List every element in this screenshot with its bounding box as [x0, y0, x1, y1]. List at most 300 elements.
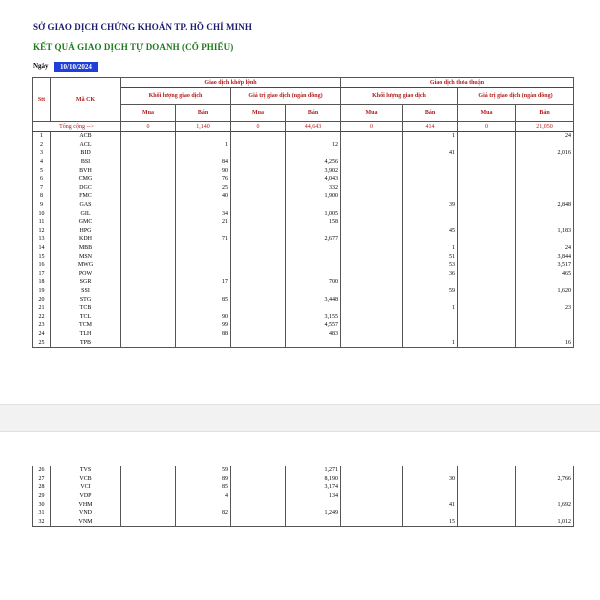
header-khoi-luong-kl: Khối lượng giao dịch [121, 88, 231, 105]
report-table-page-1 [32, 77, 573, 348]
table-row [33, 158, 574, 167]
row-ticker: TCB [51, 304, 121, 313]
table-row [33, 475, 574, 484]
row-stt: 21 [33, 304, 51, 313]
header-ban: Bán [176, 105, 231, 122]
row-value: 21 [176, 218, 231, 227]
row-value [403, 321, 458, 330]
table-row [33, 252, 574, 261]
row-value [176, 227, 231, 236]
row-value [403, 466, 458, 475]
row-value: 45 [403, 227, 458, 236]
row-value [121, 278, 176, 287]
row-value: 3,902 [286, 166, 341, 175]
row-value [458, 218, 516, 227]
row-value [458, 252, 516, 261]
row-value [231, 158, 286, 167]
row-value [458, 295, 516, 304]
row-value [286, 201, 341, 210]
row-value [121, 509, 176, 518]
row-value [231, 209, 286, 218]
table-row [33, 227, 574, 236]
row-value [341, 338, 403, 347]
row-ticker: VND [51, 509, 121, 518]
row-value [516, 295, 574, 304]
row-value [121, 287, 176, 296]
row-value: 1,271 [286, 466, 341, 475]
row-value [121, 132, 176, 141]
row-value: 2,677 [286, 235, 341, 244]
row-value [231, 304, 286, 313]
row-value [341, 304, 403, 313]
row-value [516, 321, 574, 330]
row-value: 59 [176, 466, 231, 475]
row-value [286, 149, 341, 158]
row-value [341, 261, 403, 270]
row-value [121, 184, 176, 193]
row-ticker: TVS [51, 466, 121, 475]
date-label: Ngày [33, 62, 49, 70]
row-value [341, 209, 403, 218]
row-value [516, 312, 574, 321]
row-value [176, 201, 231, 210]
row-ticker: TCL [51, 312, 121, 321]
row-value [341, 235, 403, 244]
row-stt: 14 [33, 244, 51, 253]
row-value [121, 500, 176, 509]
row-value [121, 192, 176, 201]
row-value: 89 [176, 475, 231, 484]
row-value: 1 [403, 132, 458, 141]
row-value [458, 321, 516, 330]
row-value [286, 270, 341, 279]
row-value [341, 166, 403, 175]
row-value [176, 270, 231, 279]
row-stt: 30 [33, 500, 51, 509]
row-ticker: KDH [51, 235, 121, 244]
row-value [286, 261, 341, 270]
row-stt: 17 [33, 270, 51, 279]
total-cell: 21,050 [516, 122, 574, 132]
report-subtitle: KẾT QUẢ GIAO DỊCH TỰ DOANH (CỔ PHIẾU) [33, 42, 234, 52]
row-value [403, 192, 458, 201]
row-ticker: TLH [51, 330, 121, 339]
row-value [516, 235, 574, 244]
row-value [231, 141, 286, 150]
row-value [403, 218, 458, 227]
row-value: 36 [403, 270, 458, 279]
header-ban: Bán [286, 105, 341, 122]
row-value [403, 235, 458, 244]
header-mua: Mua [121, 105, 176, 122]
row-value [231, 149, 286, 158]
table-row [33, 149, 574, 158]
row-value [403, 509, 458, 518]
row-value [516, 209, 574, 218]
row-ticker: VCI [51, 483, 121, 492]
row-value [121, 227, 176, 236]
table-row [33, 175, 574, 184]
row-stt: 29 [33, 492, 51, 501]
row-value [341, 252, 403, 261]
row-value: 2,016 [516, 149, 574, 158]
table-row [33, 201, 574, 210]
row-value [176, 244, 231, 253]
table-row [33, 500, 574, 509]
row-value [458, 500, 516, 509]
row-stt: 15 [33, 252, 51, 261]
row-stt: 24 [33, 330, 51, 339]
page-title: SỞ GIAO DỊCH CHỨNG KHOÁN TP. HỒ CHÍ MINH [33, 22, 252, 32]
total-cell: 414 [403, 122, 458, 132]
total-cell: 0 [341, 122, 403, 132]
row-value: 1,900 [286, 192, 341, 201]
row-value [341, 330, 403, 339]
row-value [341, 483, 403, 492]
row-ticker: GMC [51, 218, 121, 227]
row-ticker: GAS [51, 201, 121, 210]
table-row [33, 466, 574, 475]
row-value: 17 [176, 278, 231, 287]
table-row [33, 483, 574, 492]
row-value: 40 [176, 192, 231, 201]
table-row [33, 209, 574, 218]
row-value [341, 509, 403, 518]
row-value [231, 483, 286, 492]
row-value [516, 192, 574, 201]
row-value [458, 287, 516, 296]
row-value: 3,517 [516, 261, 574, 270]
total-cell: 0 [458, 122, 516, 132]
row-value [176, 338, 231, 347]
header-ban: Bán [403, 105, 458, 122]
row-stt: 22 [33, 312, 51, 321]
header-gia-tri-tt: Giá trị giao dịch (ngàn đồng) [458, 88, 574, 105]
row-value [231, 166, 286, 175]
row-stt: 23 [33, 321, 51, 330]
table-row [33, 304, 574, 313]
row-stt: 3 [33, 149, 51, 158]
row-value: 24 [516, 244, 574, 253]
row-value [458, 338, 516, 347]
row-value: 85 [176, 483, 231, 492]
header-khoi-luong-tt: Khối lượng giao dịch [341, 88, 458, 105]
row-value [231, 475, 286, 484]
row-ticker: GIL [51, 209, 121, 218]
table-row [33, 192, 574, 201]
table-row [33, 321, 574, 330]
row-value [403, 295, 458, 304]
row-value [286, 518, 341, 527]
row-value [403, 312, 458, 321]
row-stt: 20 [33, 295, 51, 304]
row-value [516, 466, 574, 475]
row-stt: 13 [33, 235, 51, 244]
report-table-page-2 [32, 466, 573, 527]
row-value: 1,012 [516, 518, 574, 527]
row-value [231, 132, 286, 141]
row-value: 76 [176, 175, 231, 184]
table-row [33, 518, 574, 527]
row-value: 90 [176, 312, 231, 321]
total-label: Tổng cộng --> [33, 122, 121, 132]
total-cell: 0 [231, 122, 286, 132]
header-gia-tri-kl: Giá trị giao dịch (ngàn đồng) [231, 88, 341, 105]
row-value [231, 252, 286, 261]
row-value [121, 295, 176, 304]
row-value [341, 149, 403, 158]
date-value: 10/10/2024 [54, 62, 98, 72]
row-value: 34 [176, 209, 231, 218]
row-value [458, 330, 516, 339]
row-value [176, 252, 231, 261]
row-value [341, 201, 403, 210]
row-value [458, 227, 516, 236]
row-value: 53 [403, 261, 458, 270]
row-value: 3,844 [516, 252, 574, 261]
row-value [176, 149, 231, 158]
row-value [458, 132, 516, 141]
row-value [121, 270, 176, 279]
row-value [231, 244, 286, 253]
row-value [176, 287, 231, 296]
row-value [121, 235, 176, 244]
row-value [231, 287, 286, 296]
row-stt: 16 [33, 261, 51, 270]
header-ma-ck: Mã CK [51, 78, 121, 122]
row-value [121, 338, 176, 347]
row-value: 41 [403, 149, 458, 158]
row-value [341, 192, 403, 201]
row-stt: 31 [33, 509, 51, 518]
row-ticker: TPB [51, 338, 121, 347]
row-value: 1,183 [516, 227, 574, 236]
row-value [403, 483, 458, 492]
row-value [231, 492, 286, 501]
row-value: 71 [176, 235, 231, 244]
row-value [403, 492, 458, 501]
row-value [403, 278, 458, 287]
row-value [341, 244, 403, 253]
row-value [516, 141, 574, 150]
row-value [286, 227, 341, 236]
row-value [121, 304, 176, 313]
row-value [516, 278, 574, 287]
row-value [121, 321, 176, 330]
row-value: 90 [176, 166, 231, 175]
row-value [231, 175, 286, 184]
row-value [121, 218, 176, 227]
row-value [458, 192, 516, 201]
row-value: 4 [176, 492, 231, 501]
row-value [341, 158, 403, 167]
row-value [458, 518, 516, 527]
row-value [458, 312, 516, 321]
row-value: 88 [176, 330, 231, 339]
table-row [33, 338, 574, 347]
row-value [403, 166, 458, 175]
row-stt: 10 [33, 209, 51, 218]
row-ticker: SSI [51, 287, 121, 296]
table-row [33, 184, 574, 193]
row-value [458, 483, 516, 492]
row-value [458, 466, 516, 475]
table-row [33, 270, 574, 279]
row-value [231, 261, 286, 270]
row-value: 1 [403, 244, 458, 253]
row-value: 1,005 [286, 209, 341, 218]
row-value [516, 166, 574, 175]
row-value [121, 466, 176, 475]
row-value [121, 166, 176, 175]
row-stt: 9 [33, 201, 51, 210]
row-value [341, 518, 403, 527]
row-value [286, 132, 341, 141]
row-value: 23 [516, 304, 574, 313]
row-value [231, 466, 286, 475]
header-stt: Stt [33, 78, 51, 122]
row-value [341, 218, 403, 227]
row-value: 700 [286, 278, 341, 287]
page-break-gap [0, 404, 600, 432]
table-row [33, 132, 574, 141]
row-value [231, 184, 286, 193]
row-value [341, 475, 403, 484]
row-value [341, 287, 403, 296]
row-value [121, 330, 176, 339]
total-cell: 0 [121, 122, 176, 132]
header-khop-lenh: Giao dịch khớp lệnh [121, 78, 341, 88]
row-ticker: MSN [51, 252, 121, 261]
row-value [121, 252, 176, 261]
row-value: 1 [176, 141, 231, 150]
row-value [458, 278, 516, 287]
row-value [121, 483, 176, 492]
row-ticker: STG [51, 295, 121, 304]
row-value: 332 [286, 184, 341, 193]
row-value [516, 330, 574, 339]
row-value [516, 184, 574, 193]
row-value [458, 175, 516, 184]
header-ban: Bán [516, 105, 574, 122]
row-value [231, 201, 286, 210]
row-value: 1,692 [516, 500, 574, 509]
header-mua: Mua [231, 105, 286, 122]
row-ticker: VCB [51, 475, 121, 484]
row-value [458, 158, 516, 167]
row-value [121, 149, 176, 158]
row-value: 3,174 [286, 483, 341, 492]
row-value [458, 141, 516, 150]
row-value [176, 500, 231, 509]
row-value: 2,848 [516, 201, 574, 210]
row-value [286, 304, 341, 313]
row-value [231, 509, 286, 518]
row-value: 39 [403, 201, 458, 210]
row-value [121, 141, 176, 150]
row-value [403, 184, 458, 193]
row-value [176, 132, 231, 141]
row-value: 51 [403, 252, 458, 261]
row-value: 41 [403, 500, 458, 509]
row-value: 99 [176, 321, 231, 330]
row-stt: 2 [33, 141, 51, 150]
row-value [458, 475, 516, 484]
row-value: 134 [286, 492, 341, 501]
row-value [403, 158, 458, 167]
table-row [33, 492, 574, 501]
table-row [33, 278, 574, 287]
row-ticker: VNM [51, 518, 121, 527]
table-row [33, 244, 574, 253]
row-value [341, 270, 403, 279]
row-value [231, 312, 286, 321]
row-value [516, 175, 574, 184]
row-value [341, 321, 403, 330]
row-stt: 25 [33, 338, 51, 347]
row-value [176, 261, 231, 270]
row-value [121, 492, 176, 501]
row-value: 1,249 [286, 509, 341, 518]
row-value [231, 192, 286, 201]
row-value [231, 235, 286, 244]
row-value [231, 338, 286, 347]
row-value: 12 [286, 141, 341, 150]
row-value: 59 [403, 287, 458, 296]
row-value [286, 287, 341, 296]
row-ticker: VHM [51, 500, 121, 509]
row-ticker: BSI [51, 158, 121, 167]
table-row [33, 330, 574, 339]
row-value [458, 261, 516, 270]
row-value [121, 175, 176, 184]
row-stt: 26 [33, 466, 51, 475]
table-row [33, 509, 574, 518]
row-value: 4,557 [286, 321, 341, 330]
row-value [458, 184, 516, 193]
row-value [516, 492, 574, 501]
row-value: 158 [286, 218, 341, 227]
row-value [403, 175, 458, 184]
row-value [458, 304, 516, 313]
row-value [458, 149, 516, 158]
row-value [231, 295, 286, 304]
row-stt: 28 [33, 483, 51, 492]
row-stt: 32 [33, 518, 51, 527]
row-value [458, 244, 516, 253]
row-value [231, 500, 286, 509]
row-value [121, 312, 176, 321]
row-value [341, 466, 403, 475]
row-stt: 27 [33, 475, 51, 484]
row-value [458, 492, 516, 501]
row-value: 3,155 [286, 312, 341, 321]
row-stt: 1 [33, 132, 51, 141]
row-ticker: VDP [51, 492, 121, 501]
total-cell: 1,140 [176, 122, 231, 132]
row-stt: 12 [33, 227, 51, 236]
row-value [231, 518, 286, 527]
row-value [341, 184, 403, 193]
row-ticker: MWG [51, 261, 121, 270]
row-value [341, 141, 403, 150]
row-ticker: POW [51, 270, 121, 279]
row-value: 2,766 [516, 475, 574, 484]
row-value [286, 338, 341, 347]
row-value: 16 [516, 338, 574, 347]
table-row [33, 166, 574, 175]
table-row [33, 235, 574, 244]
